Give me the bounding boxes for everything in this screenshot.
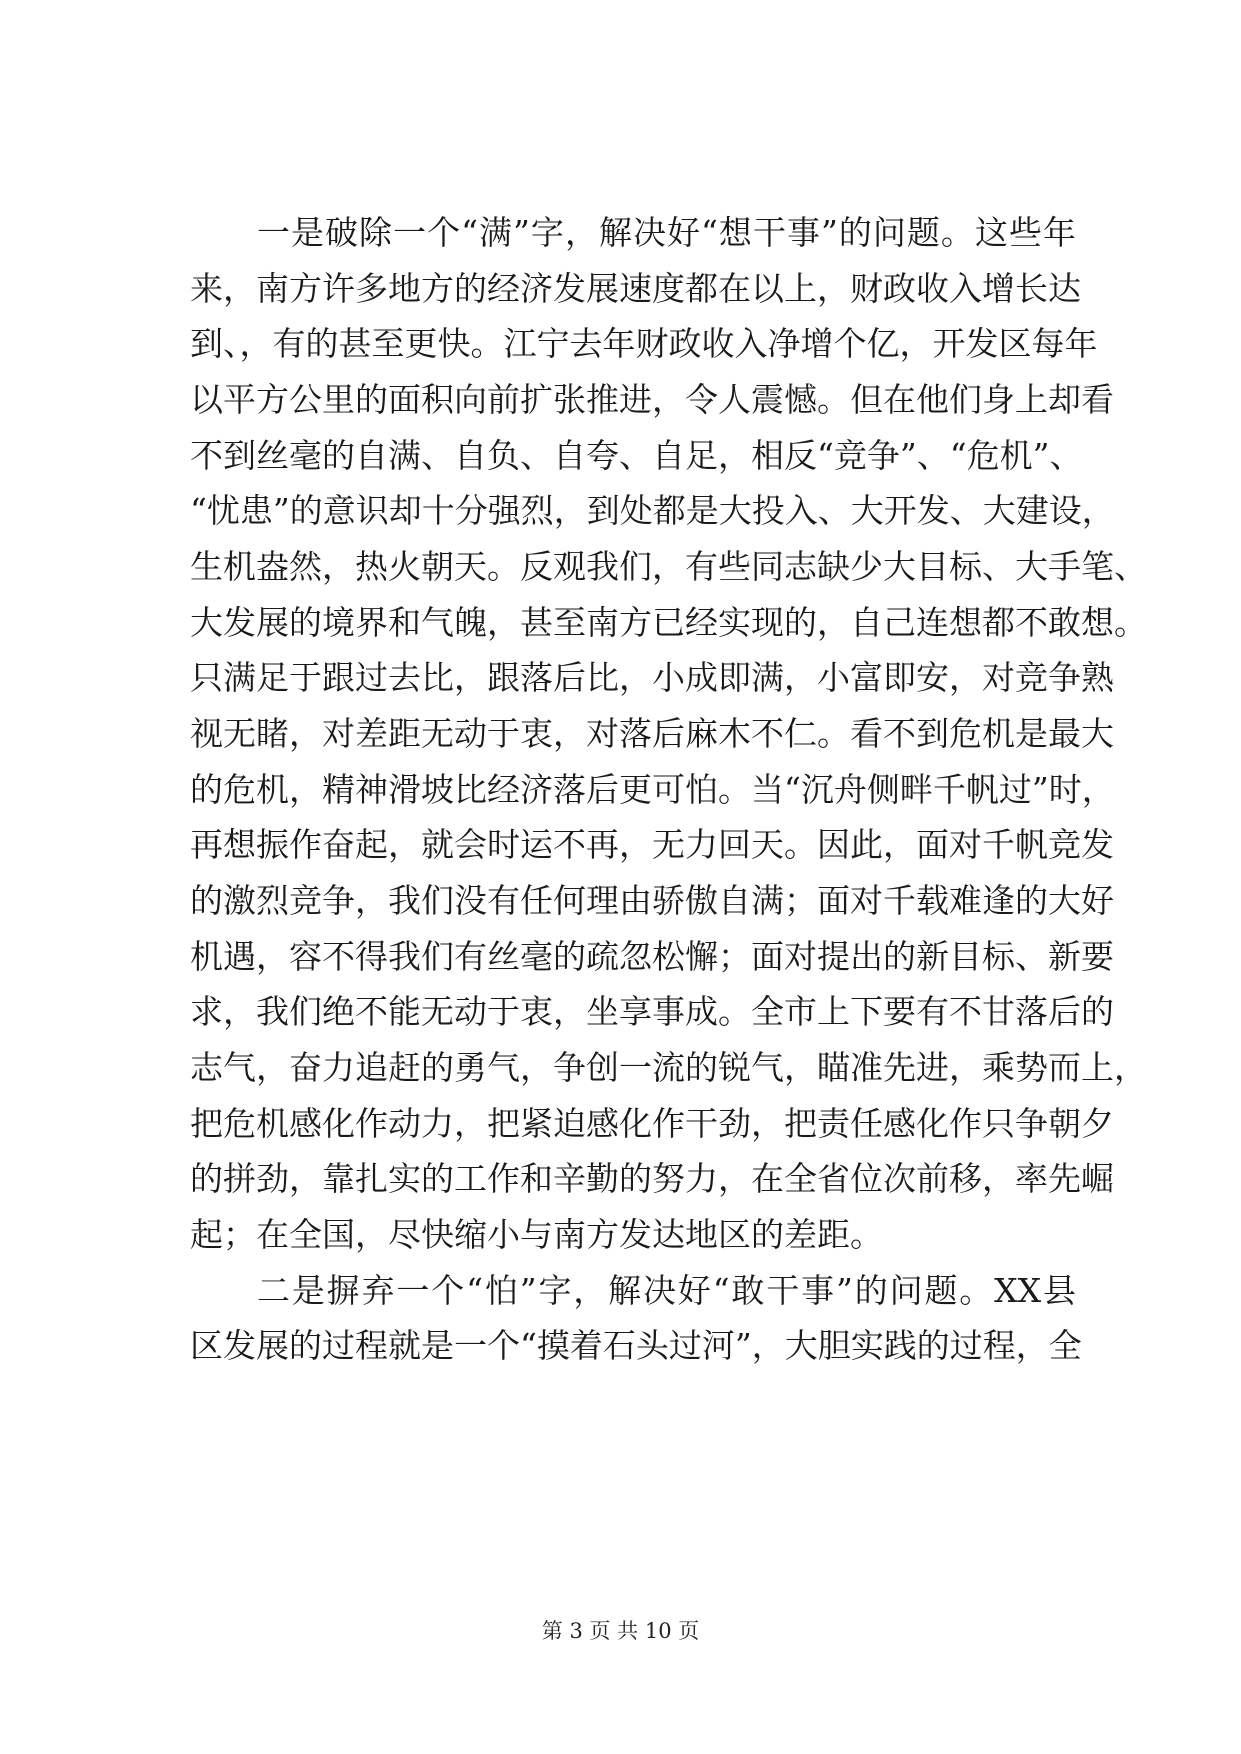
paragraph-2-line: 区发展的过程就是一个“摸着石头过河”，大胆实践的过程，全 bbox=[190, 1326, 1082, 1365]
paragraph-1-line: 起；在全国，尽快缩小与南方发达地区的差距。 bbox=[190, 1215, 883, 1254]
paragraph-1-line: 志气，奋力追赶的勇气，争创一流的锐气，瞄准先进，乘势而上， bbox=[190, 1048, 1147, 1087]
paragraph-1-line: 不到丝毫的自满、自负、自夸、自足，相反“竞争”、“危机”、 bbox=[190, 436, 1083, 475]
paragraph-1-line: 只满足于跟过去比，跟落后比，小成即满，小富即安，对竞争熟 bbox=[190, 658, 1114, 697]
paragraph-1-line: 以平方公里的面积向前扩张推进，令人震憾。但在他们身上却看 bbox=[190, 380, 1114, 419]
paragraph-1-line: 来，南方许多地方的经济发展速度都在以上，财政收入增长达 bbox=[190, 269, 1081, 308]
paragraph-1-line: 求，我们绝不能无动于衷，坐享事成。全市上下要有不甘落后的 bbox=[190, 992, 1114, 1031]
paragraph-1-line: 的激烈竞争，我们没有任何理由骄傲自满；面对千载难逢的大好 bbox=[190, 881, 1114, 920]
page-number-footer: 第 3 页 共 10 页 bbox=[541, 1619, 700, 1643]
paragraph-1-line: 的危机，精神滑坡比经济落后更可怕。当“沉舟侧畔千帆过”时， bbox=[190, 770, 1115, 809]
paragraph-1-line: 的拼劲，靠扎实的工作和辛勤的努力，在全省位次前移，率先崛 bbox=[190, 1159, 1114, 1198]
paragraph-1-line: 把危机感化作动力，把紧迫感化作干劲，把责任感化作只争朝夕 bbox=[190, 1104, 1114, 1143]
paragraph-1-line: 视无睹，对差距无动于衷，对落后麻木不仁。看不到危机是最大 bbox=[190, 714, 1114, 753]
paragraph-1-line: 大发展的境界和气魄，甚至南方已经实现的，自己连想都不敢想。 bbox=[190, 603, 1147, 642]
paragraph-1-line: 到、，有的甚至更快。江宁去年财政收入净增个亿，开发区每年 bbox=[190, 324, 1098, 363]
paragraph-1-line: 再想振作奋起，就会时运不再，无力回天。因此，面对千帆竞发 bbox=[190, 825, 1114, 864]
paragraph-1-line: 生机盎然，热火朝天。反观我们，有些同志缺少大目标、大手笔、 bbox=[190, 547, 1147, 586]
paragraph-1-line: 一是破除一个“满”字，解决好“想干事”的问题。这些年 bbox=[257, 213, 1076, 252]
paragraph-2-line: 二是摒弃一个“怕”字，解决好“敢干事”的问题。XX县 bbox=[257, 1271, 1076, 1310]
paragraph-1-line: “忧患”的意识却十分强烈，到处都是大投入、大开发、大建设， bbox=[190, 491, 1115, 530]
paragraph-1-line: 机遇，容不得我们有丝毫的疏忽松懈；面对提出的新目标、新要 bbox=[190, 937, 1114, 976]
